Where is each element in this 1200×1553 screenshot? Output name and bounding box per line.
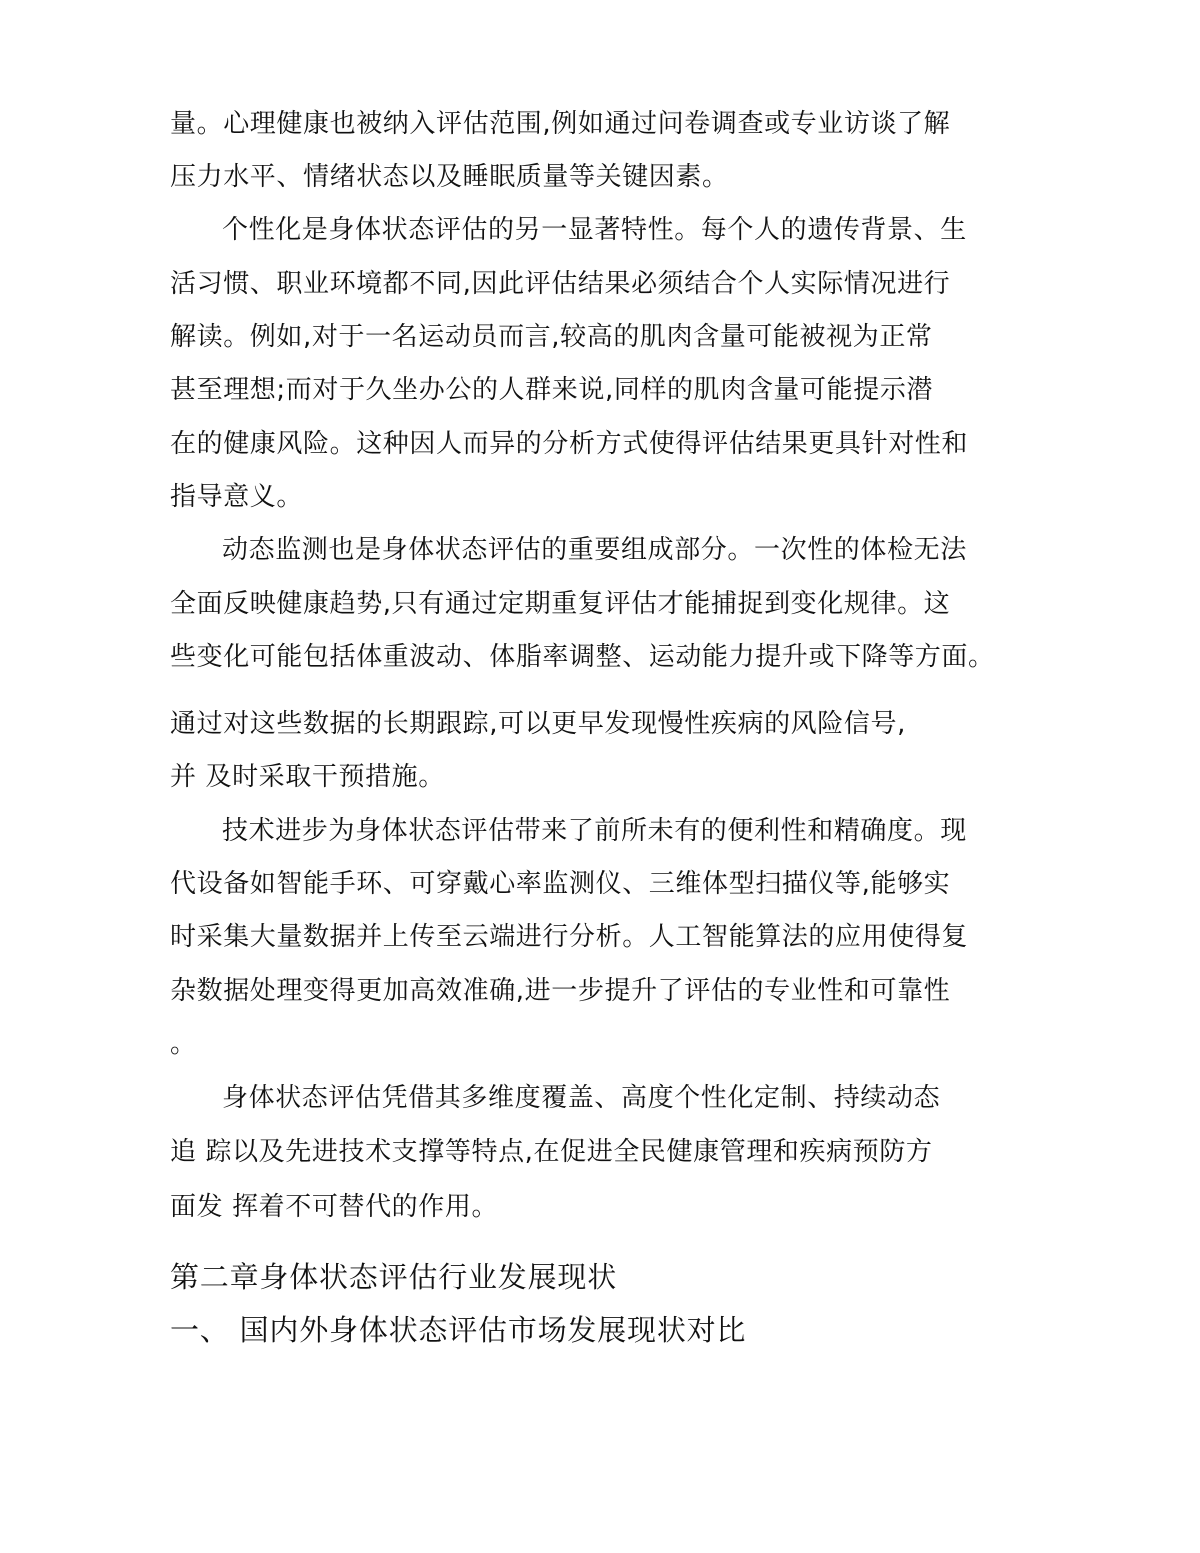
paragraph-first-line: 技术进步为身体状态评估带来了前所未有的便利性和精确度。现 <box>222 816 967 846</box>
text-line: 代设备如智能手环、可穿戴心率监测仪、三维体型扫描仪等,能够实 <box>170 869 951 899</box>
text-line: 甚至理想;而对于久坐办公的人群来说,同样的肌肉含量可能提示潜 <box>170 375 934 405</box>
section-heading: 一、 国内外身体状态评估市场发展现状对比 <box>170 1313 747 1347</box>
text-line: 并 及时采取干预措施。 <box>170 762 445 792</box>
text-line: 在的健康风险。这种因人而异的分析方式使得评估结果更具针对性和 <box>170 429 969 459</box>
text-line: 。 <box>170 1029 197 1059</box>
text-line: 时采集大量数据并上传至云端进行分析。人工智能算法的应用使得复 <box>170 922 969 952</box>
text-line: 杂数据处理变得更加高效准确,进一步提升了评估的专业性和可靠性 <box>170 976 951 1006</box>
text-line: 全面反映健康趋势,只有通过定期重复评估才能捕捉到变化规律。这 <box>170 589 951 619</box>
text-line: 追 踪以及先进技术支撑等特点,在促进全民健康管理和疾病预防方 <box>170 1137 933 1167</box>
text-line: 活习惯、职业环境都不同,因此评估结果必须结合个人实际情况进行 <box>170 269 951 299</box>
text-line: 解读。例如,对于一名运动员而言,较高的肌肉含量可能被视为正常 <box>170 322 933 352</box>
paragraph-first-line: 个性化是身体状态评估的另一显著特性。每个人的遗传背景、生 <box>222 215 967 245</box>
chapter-heading: 第二章身体状态评估行业发展现状 <box>170 1260 618 1294</box>
text-line: 压力水平、情绪状态以及睡眠质量等关键因素。 <box>170 162 729 192</box>
paragraph-first-line: 动态监测也是身体状态评估的重要组成部分。一次性的体检无法 <box>222 535 967 565</box>
text-line: 指导意义。 <box>170 482 304 512</box>
text-line: 些变化可能包括体重波动、体脂率调整、运动能力提升或下降等方面。 <box>170 642 995 672</box>
text-line: 量。心理健康也被纳入评估范围,例如通过问卷调查或专业访谈了解 <box>170 109 951 139</box>
text-line: 面发 挥着不可替代的作用。 <box>170 1192 499 1222</box>
text-line: 通过对这些数据的长期跟踪,可以更早发现慢性疾病的风险信号, <box>170 709 906 739</box>
paragraph-first-line: 身体状态评估凭借其多维度覆盖、高度个性化定制、持续动态 <box>222 1083 941 1113</box>
